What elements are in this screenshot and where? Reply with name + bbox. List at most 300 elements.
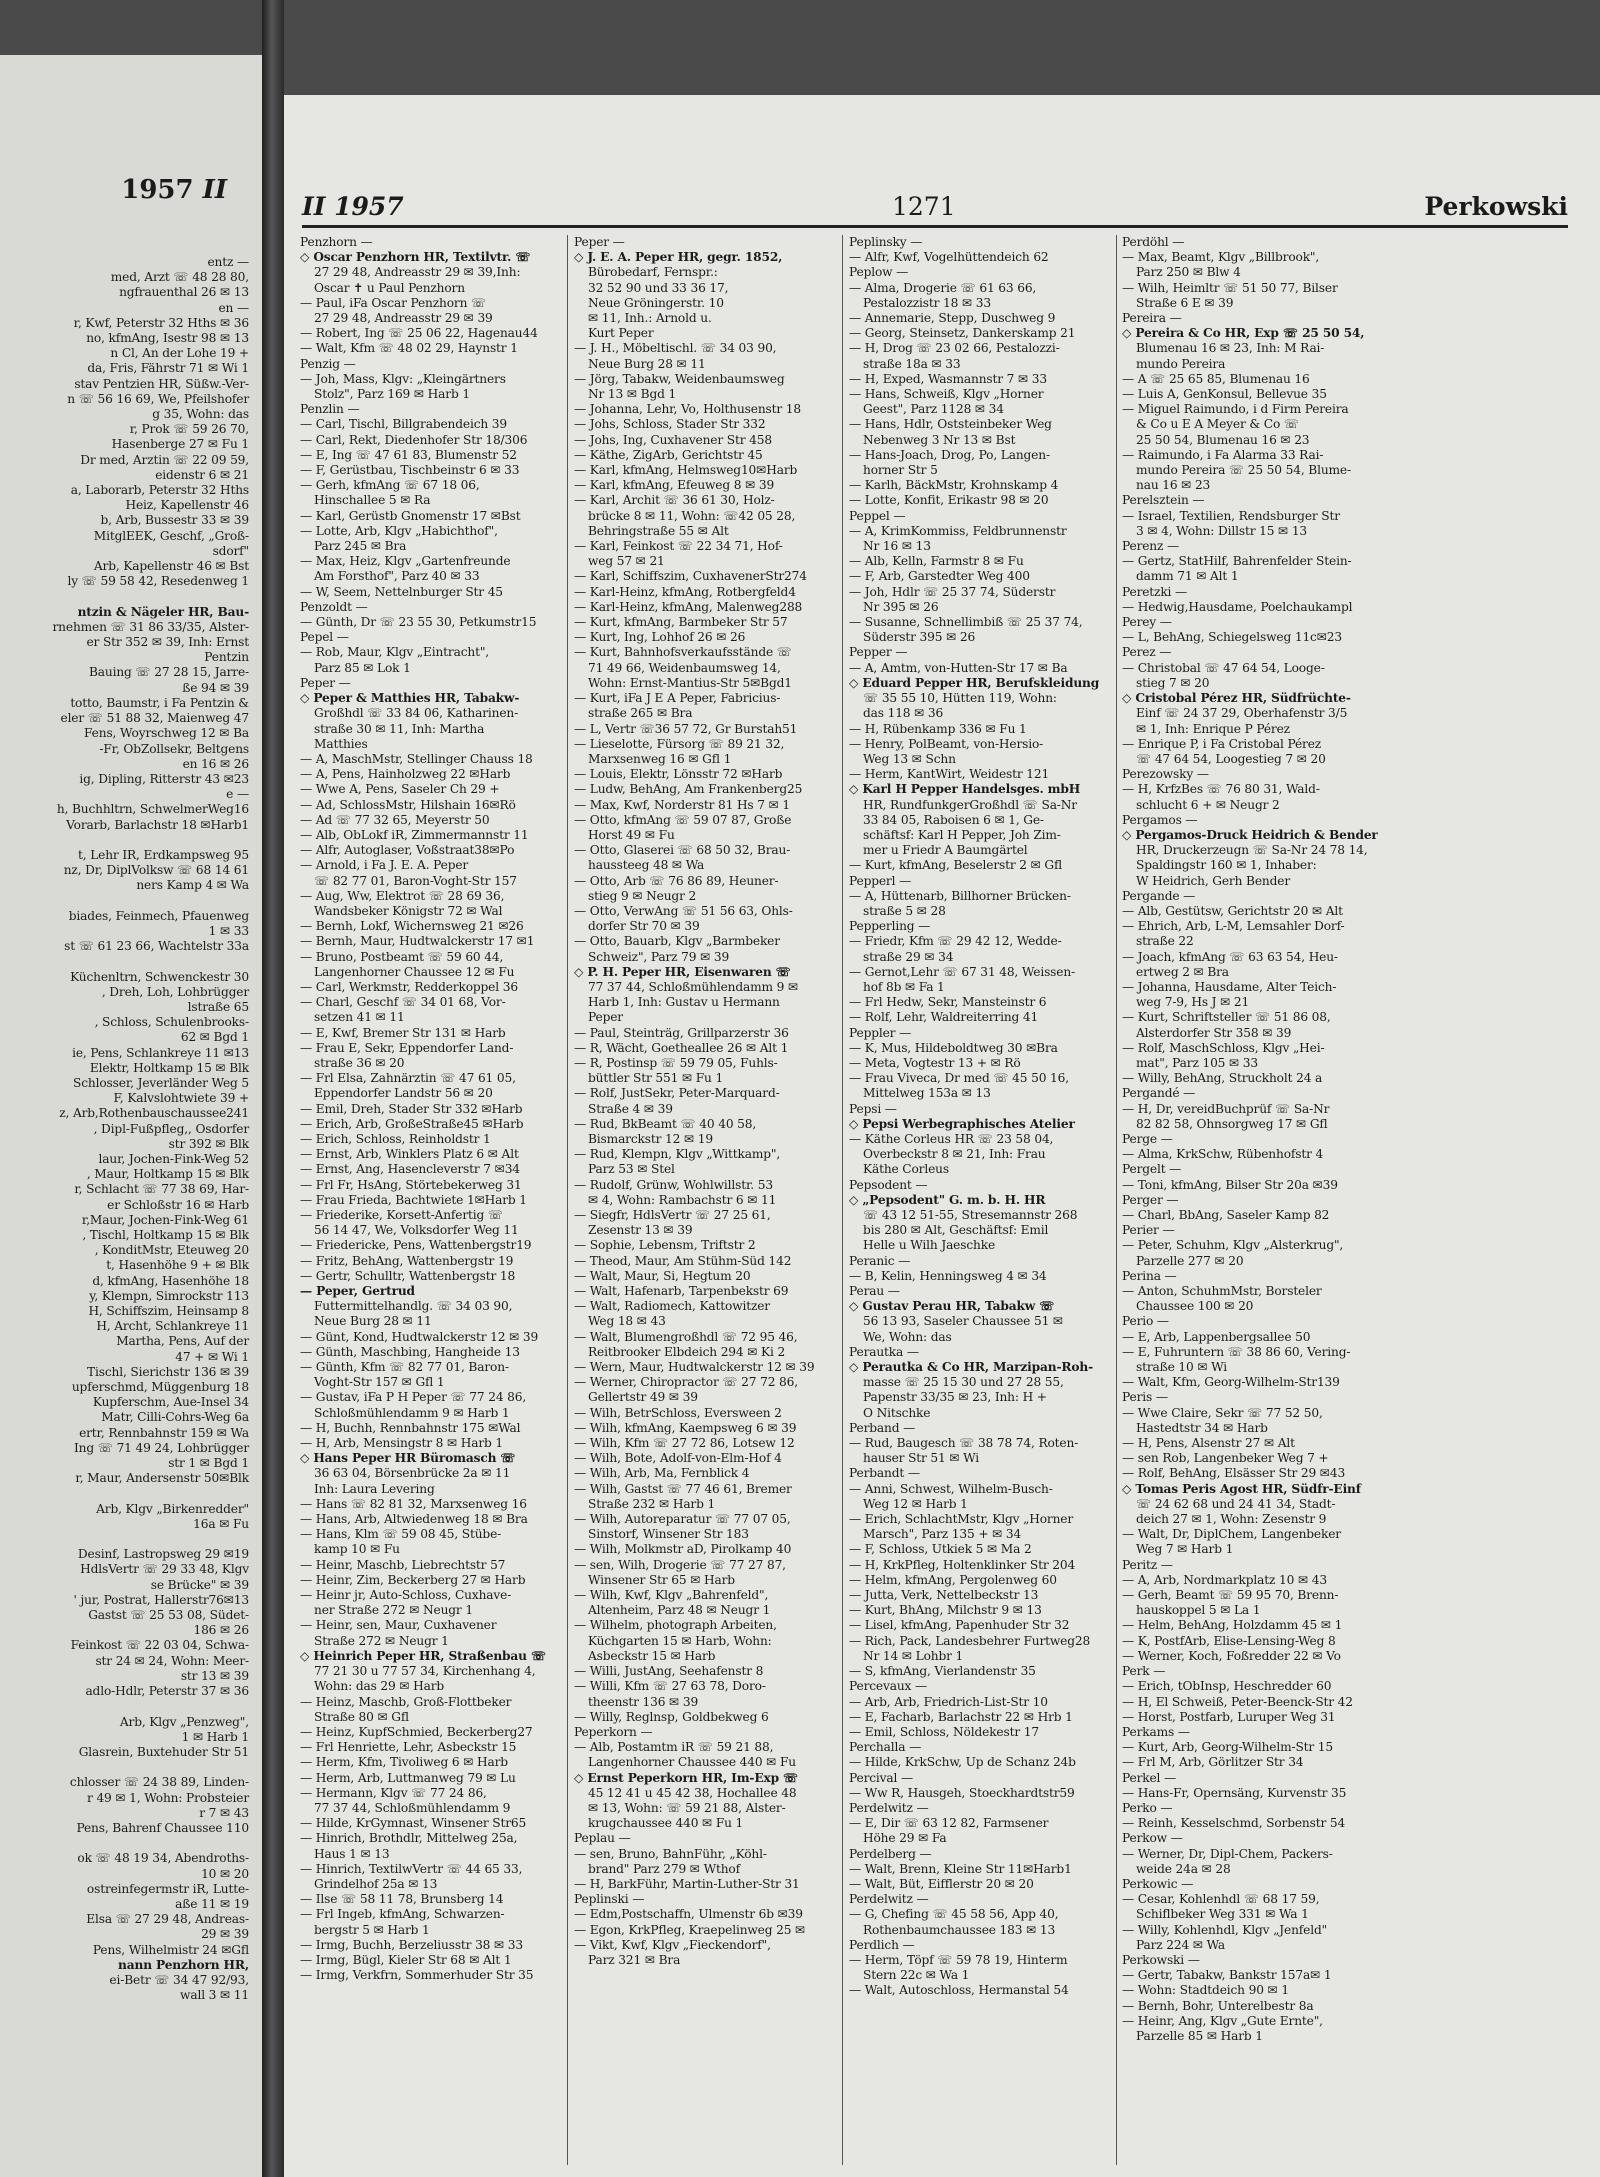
directory-entry-line: — Joh, Mass, Klgv: „Kleingärtners [300, 371, 506, 386]
directory-entry-line: Peper — [574, 235, 625, 249]
directory-entry-line: mundo Pereira [1136, 356, 1226, 371]
directory-entry-line: — Wilh, Heimltr ☏ 51 50 77, Bilser [1122, 280, 1338, 295]
directory-entry-line: Perger — [1122, 1192, 1179, 1207]
directory-entry-line: ◇ Karl H Pepper Handelsges. mbH [849, 782, 1081, 797]
directory-entry-line: 77 21 30 u 77 57 34, Kirchenhang 4, [314, 1664, 536, 1679]
directory-entry-line: 32 52 90 und 33 36 17, [588, 280, 729, 295]
directory-entry-line: — Werner, Dr, Dipl-Chem, Packers- [1122, 1846, 1333, 1861]
directory-entry-line: Pepel — [300, 630, 349, 645]
directory-entry-line: Overbeckstr 8 ✉ 21, Inh: Frau [863, 1147, 1046, 1162]
directory-entry-line: — Lotte, Arb, Klgv „Habichthof", [300, 523, 498, 538]
directory-entry-line: — H, KrkPfleg, Holtenklinker Str 204 [849, 1557, 1076, 1572]
directory-entry-line: ners Kamp 4 ✉ Wa [136, 878, 249, 893]
directory-entry-line: — Henry, PolBeamt, von-Hersio- [849, 736, 1044, 751]
directory-entry-line: Am Forsthof", Parz 40 ✉ 33 [314, 569, 480, 584]
directory-entry-line: Küchgarten 15 ✉ Harb, Wohn: [588, 1633, 772, 1648]
directory-entry-line: weg 57 ✉ 21 [588, 554, 665, 569]
directory-entry-line: straße 5 ✉ 28 [863, 903, 946, 918]
directory-entry-line: Haus 1 ✉ 13 [314, 1846, 390, 1861]
directory-entry-line: str 392 ✉ Blk [168, 1136, 249, 1151]
directory-entry-line: Käthe Corleus [863, 1162, 949, 1177]
directory-entry-line: dorfer Str 70 ✉ 39 [588, 919, 700, 934]
directory-entry-line: MitglEEK, Geschf, „Groß- [93, 528, 249, 543]
directory-entry-line: ly ☏ 59 58 42, Resedenweg 1 [67, 574, 249, 589]
directory-entry-line: ☏ 35 55 10, Hütten 119, Wohn: [863, 691, 1057, 706]
directory-entry-line: — Walt, Autoschloss, Hermanstal 54 [849, 1983, 1069, 1998]
directory-entry-line: eler ☏ 51 88 32, Maienweg 47 [60, 711, 249, 726]
directory-entry-line: — Irmg, Verkfrn, Sommerhuder Str 35 [300, 1968, 534, 1983]
directory-entry-line: — Frau E, Sekr, Eppendorfer Land- [300, 1040, 514, 1055]
directory-entry-line: Altenheim, Parz 48 ✉ Neugr 1 [588, 1603, 771, 1618]
directory-entry-line: — Alb, Kelln, Farmstr 8 ✉ Fu [849, 554, 1024, 569]
directory-entry-line: — Rolf, JustSekr, Peter-Marquard- [574, 1086, 780, 1101]
directory-entry-line: mundo Pereira ☏ 25 50 54, Blume- [1136, 463, 1351, 478]
directory-entry-line: Hastedtstr 34 ✉ Harb [1136, 1420, 1268, 1435]
directory-entry-line: — A, Hüttenarb, Billhorner Brücken- [849, 888, 1071, 903]
directory-entry-line: masse ☏ 25 15 30 und 27 28 55, [863, 1375, 1064, 1390]
directory-entry-line: — Gertz, StatHilf, Bahrenfelder Stein- [1122, 554, 1352, 569]
directory-entry-line: — A, Amtm, von-Hutten-Str 17 ✉ Ba [849, 660, 1068, 675]
directory-entry-line: ◇ Gustav Perau HR, Tabakw ☏ [849, 1299, 1055, 1314]
directory-entry-line: ☏ 24 62 68 und 24 41 34, Stadt- [1136, 1496, 1336, 1511]
directory-entry-line: Straße 80 ✉ Gfl [314, 1709, 409, 1724]
directory-entry-line: — Werner, Chiropractor ☏ 27 72 86, [574, 1375, 798, 1390]
header-keyword: Perkowski [1424, 192, 1568, 221]
directory-entry-line: Inh: Laura Levering [314, 1481, 435, 1496]
directory-entry-line: straße 30 ✉ 11, Inh: Martha [314, 721, 485, 736]
directory-entry-line: — Carl, Tischl, Billgrabendeich 39 [300, 417, 508, 432]
directory-entry-line: Glasrein, Buxtehuder Str 51 [78, 1744, 249, 1759]
directory-entry-line: — Käthe, ZigArb, Gerichtstr 45 [574, 447, 763, 462]
directory-entry-line: Parz 321 ✉ Bra [588, 1952, 681, 1967]
directory-entry-line: Parz 224 ✉ Wa [1136, 1937, 1226, 1952]
directory-entry-line: nau 16 ✉ 23 [1136, 478, 1211, 493]
directory-entry-line: — E, Fuhruntern ☏ 38 86 60, Vering- [1122, 1344, 1351, 1359]
directory-entry-line: — Wilh, Arb, Ma, Fernblick 4 [574, 1466, 750, 1481]
directory-entry-line: — Willi, Kfm ☏ 27 63 78, Doro- [574, 1679, 766, 1694]
directory-entry-line: bergstr 5 ✉ Harb 1 [314, 1922, 430, 1937]
book-gutter [262, 0, 284, 2177]
directory-entry-line: bis 280 ✉ Alt, Geschäftsf: Emil [863, 1223, 1049, 1238]
directory-entry-line [0, 954, 255, 969]
directory-entry-line: Winsener Str 65 ✉ Harb [588, 1572, 735, 1587]
directory-entry-line: — Gertr, Tabakw, Bankstr 157a✉ 1 [1122, 1968, 1332, 1983]
column-divider [842, 235, 843, 2165]
directory-entry-line: — Sophie, Lebensm, Triftstr 2 [574, 1238, 756, 1253]
directory-entry-line: — Annemarie, Stepp, Duschweg 9 [849, 311, 1056, 326]
directory-entry-line: Schlosser, Jeverländer Weg 5 [73, 1075, 249, 1090]
directory-entry-line: — Gernot,Lehr ☏ 67 31 48, Weissen- [849, 964, 1076, 979]
directory-entry-line: — Heinr, Zim, Beckerberg 27 ✉ Harb [300, 1572, 526, 1587]
directory-entry-line [0, 833, 255, 848]
directory-entry-line: Perko — [1122, 1800, 1173, 1815]
directory-entry-line: ◇ Peper & Matthies HR, Tabakw- [300, 691, 520, 706]
directory-entry-line: 1 ✉ 33 [208, 923, 249, 938]
directory-entry-line: — Hans-Fr, Opernsäng, Kurvenstr 35 [1122, 1785, 1347, 1800]
directory-entry-line: Perezowsky — [1122, 767, 1209, 782]
directory-entry-line: — Wilh, Molkmstr aD, Pirolkamp 40 [574, 1542, 792, 1557]
directory-entry-line: — Max, Beamt, Klgv „Billbrook", [1122, 250, 1320, 265]
directory-entry-line: — Frl Ingeb, kfmAng, Schwarzen- [300, 1907, 505, 1922]
directory-entry-line: — Ww R, Hausgeh, Stoeckhardtstr59 [849, 1785, 1075, 1800]
directory-entry-line: Penzhorn — [300, 235, 373, 249]
directory-entry-line: Blumenau 16 ✉ 23, Inh: M Rai- [1136, 341, 1325, 356]
directory-entry-line: — Friedr, Kfm ☏ 29 42 12, Wedde- [849, 934, 1062, 949]
directory-entry-line: ☏ 82 77 01, Baron-Voght-Str 157 [314, 873, 517, 888]
directory-entry-line: str 13 ✉ 39 [180, 1668, 249, 1683]
directory-entry-line: Parz 245 ✉ Bra [314, 539, 407, 554]
directory-entry-line: Arb, Kapellenstr 46 ✉ Bst [93, 559, 249, 574]
directory-entry-line: Straße 6 E ✉ 39 [1136, 295, 1234, 310]
directory-entry-line: — K, PostfArb, Elise-Lensing-Weg 8 [1122, 1633, 1336, 1648]
directory-entry-line: — Max, Heiz, Klgv „Gartenfreunde [300, 554, 511, 569]
directory-entry-line: — L, BehAng, Schiegelsweg 11c✉23 [1122, 630, 1342, 645]
right-page [284, 95, 1600, 2177]
directory-entry-line: — Bernh, Maur, Hudtwalckerstr 17 ✉1 [300, 934, 535, 949]
directory-entry-line: ◇ Pergamos-Druck Heidrich & Bender [1122, 827, 1378, 842]
directory-entry-line: — Willi, JustAng, Seehafenstr 8 [574, 1664, 764, 1679]
directory-entry-line: — Karl, Gerüstb Gnomenstr 17 ✉Bst [300, 508, 521, 523]
directory-entry-line: Perband — [849, 1420, 916, 1435]
directory-entry-line: Weg 18 ✉ 43 [588, 1314, 666, 1329]
directory-entry-line: — Erich, tObInsp, Heschredder 60 [1122, 1679, 1332, 1694]
directory-entry-line: da, Fris, Fährstr 71 ✉ Wi 1 [87, 361, 249, 376]
directory-entry-line: — S, kfmAng, Vierlandenstr 35 [849, 1664, 1036, 1679]
directory-entry-line: — Walt, Büt, Eifflerstr 20 ✉ 20 [849, 1876, 1034, 1891]
directory-entry-line: straße 36 ✉ 20 [314, 1055, 405, 1070]
directory-entry-line: — Rolf, Lehr, Waldreiterring 41 [849, 1010, 1039, 1025]
directory-entry-line: Schweiz", Parz 79 ✉ 39 [588, 949, 730, 964]
directory-entry-line: — A, Pens, Hainholzweg 22 ✉Harb [300, 767, 511, 782]
directory-entry-line: — Herm, Kfm, Tivoliweg 6 ✉ Harb [300, 1755, 508, 1770]
directory-entry-line: — Otto, VerwAng ☏ 51 56 63, Ohls- [574, 903, 793, 918]
directory-entry-line: W Heidrich, Gerh Bender [1136, 873, 1290, 888]
directory-entry-line: Weg 12 ✉ Harb 1 [863, 1496, 968, 1511]
directory-entry-line: Peper — [300, 675, 351, 690]
directory-entry-line: — Rob, Maur, Klgv „Eintracht", [300, 645, 490, 660]
directory-entry-line: — Irmg, Buchh, Berzeliusstr 38 ✉ 33 [300, 1937, 523, 1952]
directory-entry-line: Spaldingstr 160 ✉ 1, Inhaber: [1136, 858, 1317, 873]
directory-entry-line: ✉ 13, Wohn: ☏ 59 21 88, Alster- [588, 1800, 786, 1815]
directory-entry-line: Peplinsky — [849, 235, 923, 249]
directory-entry-line: brand" Parz 279 ✉ Wthof [588, 1861, 740, 1876]
directory-entry-line: — Theod, Maur, Am Stühm-Süd 142 [574, 1253, 792, 1268]
directory-entry-line: g 35, Wohn: das [152, 407, 249, 422]
directory-entry-line: — Walt, Kfm ☏ 48 02 29, Haynstr 1 [300, 341, 518, 356]
directory-entry-line: — Rolf, BehAng, Elsässer Str 29 ✉43 [1122, 1466, 1346, 1481]
directory-entry-line: — sen Rob, Langenbeker Weg 7 + [1122, 1451, 1329, 1466]
directory-entry-line: — Arb, Arb, Friedrich-List-Str 10 [849, 1694, 1048, 1709]
directory-entry-line: Perdelwitz — [849, 1892, 929, 1907]
directory-entry-line: Elsa ☏ 27 29 48, Andreas- [86, 1912, 249, 1927]
directory-entry-line: Horst 49 ✉ Fu [588, 827, 675, 842]
directory-entry-line: — Walt, Radiomech, Kattowitzer [574, 1299, 770, 1314]
directory-entry-line: — Erich, Schloss, Reinholdstr 1 [300, 1131, 491, 1146]
directory-entry-line: ok ☏ 48 19 34, Abendroths- [77, 1851, 249, 1866]
directory-entry-line: — K, Mus, Hildeboldtweg 30 ✉Bra [849, 1040, 1058, 1055]
directory-entry-line: — Frl Henriette, Lehr, Asbeckstr 15 [300, 1740, 517, 1755]
directory-entry-line: Pepperl — [849, 873, 912, 888]
directory-entry-line: Desinf, Lastropsweg 29 ✉19 [77, 1547, 249, 1562]
directory-entry-line: — Charl, BbAng, Saseler Kamp 82 [1122, 1208, 1330, 1222]
directory-entry-line: — H, Exped, Wasmannstr 7 ✉ 33 [849, 371, 1048, 386]
directory-entry-line: Percival — [849, 1770, 914, 1785]
directory-entry-line: wall 3 ✉ 11 [180, 1988, 249, 2003]
directory-entry-line: 45 12 41 u 45 42 38, Hochallee 48 [588, 1785, 797, 1800]
directory-entry-line: — Hinrich, Brothdlr, Mittelweg 25a, [300, 1831, 518, 1846]
directory-column-1 [300, 235, 562, 1983]
directory-entry-line: — Heinr jr, Auto-Schloss, Cuxhave- [300, 1588, 512, 1603]
directory-entry-line: — Bernh, Lokf, Wichernsweg 21 ✉26 [300, 919, 524, 934]
directory-entry-line: — sen, Bruno, BahnFühr, „Köhl- [574, 1846, 767, 1861]
directory-entry-line: Parz 250 ✉ Blw 4 [1136, 265, 1241, 280]
directory-entry-line: straße 18a ✉ 33 [863, 356, 961, 371]
directory-entry-line: — Peter, Schuhm, Klgv „Alsterkrug", [1122, 1238, 1344, 1253]
directory-entry-line: — Johanna, Lehr, Vo, Holthusenstr 18 [574, 402, 802, 417]
directory-entry-line: — Günth, Dr ☏ 23 55 30, Petkumstr15 [300, 615, 537, 630]
directory-entry-line: biades, Feinmech, Pfauenweg [68, 908, 249, 923]
directory-entry-line: haussteeg 48 ✉ Wa [588, 858, 705, 873]
directory-entry-line: — Bernh, Bohr, Unterelbestr 8a [1122, 1998, 1314, 2013]
directory-entry-line: ' jur, Postrat, Hallerstr76✉13 [73, 1592, 249, 1607]
directory-entry-line: — Alb, ObLokf iR, Zimmermannstr 11 [300, 827, 529, 842]
directory-entry-line: büttler Str 551 ✉ Fu 1 [588, 1071, 724, 1086]
directory-entry-line: — Hans ☏ 82 81 32, Marxsenweg 16 [300, 1496, 527, 1511]
directory-entry-line: upferschmd, Müggenburg 18 [71, 1380, 249, 1395]
directory-entry-line: — Wilh, kfmAng, Kaempsweg 6 ✉ 39 [574, 1420, 797, 1435]
directory-entry-line: straße 29 ✉ 34 [863, 949, 954, 964]
directory-entry-line: Pens, Wilhelmistr 24 ✉Gfl [92, 1942, 249, 1957]
directory-entry-line: — Otto, Bauarb, Klgv „Barmbeker [574, 934, 780, 949]
directory-entry-line: — Anni, Schwest, Wilhelm-Busch- [849, 1481, 1053, 1496]
directory-entry-line: — Wilh, Kwf, Klgv „Bahrenfeld", [574, 1588, 769, 1603]
directory-entry-line: r, Prok ☏ 59 26 70, [129, 422, 249, 437]
directory-entry-line: 27 29 48, Andreasstr 29 ✉ 39,Inh: [314, 265, 521, 280]
directory-entry-line: , Dipl-Fußpfleg,, Osdorfer [93, 1121, 249, 1136]
directory-entry-line: — Rud, Baugesch ☏ 38 78 74, Roten- [849, 1436, 1079, 1451]
directory-entry-line: — Anton, SchuhmMstr, Borsteler [1122, 1284, 1322, 1299]
directory-entry-line: eidenstr 6 ✉ 21 [155, 467, 249, 482]
directory-entry-line: Stern 22c ✉ Wa 1 [863, 1968, 970, 1983]
directory-entry-line: Tischl, Sierichstr 136 ✉ 39 [87, 1364, 249, 1379]
directory-entry-line: weg 7-9, Hs J ✉ 21 [1136, 995, 1250, 1010]
directory-entry-line: 29 ✉ 39 [201, 1927, 249, 1942]
directory-entry-line: Dr med, Arztin ☏ 22 09 59, [80, 452, 249, 467]
directory-entry-line: Martha, Pens, Auf der [116, 1334, 249, 1349]
directory-entry-line: krugchaussee 440 ✉ Fu 1 [588, 1816, 744, 1831]
directory-entry-line: hauser Str 51 ✉ Wi [863, 1451, 980, 1466]
directory-entry-line: — Heinz, KupfSchmied, Beckerberg27 [300, 1724, 533, 1739]
directory-entry-line: — Herm, Arb, Luttmanweg 79 ✉ Lu [300, 1770, 516, 1785]
directory-entry-line: — Frl Fr, HsAng, Störtebekerweg 31 [300, 1177, 522, 1192]
directory-entry-line: Langenhorner Chaussee 12 ✉ Fu [314, 964, 515, 979]
directory-entry-line: ig, Dipling, Ritterstr 43 ✉23 [79, 771, 249, 786]
directory-entry-line: — Charl, Geschf ☏ 34 01 68, Vor- [300, 995, 506, 1010]
directory-entry-line [0, 894, 255, 909]
directory-entry-line: HdlsVertr ☏ 29 33 48, Klgv [80, 1562, 249, 1577]
directory-entry-line: Neue Burg 28 ✉ 11 [314, 1314, 432, 1329]
directory-entry-line: — F, Gerüstbau, Tischbeinstr 6 ✉ 33 [300, 463, 520, 478]
directory-entry-line: Voght-Str 157 ✉ Gfl 1 [314, 1375, 445, 1390]
directory-entry-line: — Wilh, Autoreparatur ☏ 77 07 05, [574, 1512, 791, 1527]
directory-entry-line: — Hinrich, TextilwVertr ☏ 44 65 33, [300, 1861, 523, 1876]
directory-entry-line: — Edm,Postschaffn, Ulmenstr 6b ✉39 [574, 1907, 803, 1922]
directory-entry-line: 77 37 44, Schloßmühlendamm 9 ✉ [588, 979, 799, 994]
directory-entry-line: — Heinr, sen, Maur, Cuxhavener [300, 1618, 497, 1633]
directory-entry-line: nann Penzhorn HR, [118, 1957, 249, 1972]
directory-entry-line: Peperkorn — [574, 1724, 653, 1739]
directory-entry-line: Perchalla — [849, 1740, 922, 1755]
left-page [0, 55, 262, 2177]
directory-entry-line: & Co u E A Meyer & Co ☏ [1136, 417, 1299, 432]
directory-entry-line: — Hans, Schweiß, Klgv „Horner [849, 387, 1044, 402]
directory-entry-line: Matthies [314, 736, 368, 751]
directory-entry-line: theenstr 136 ✉ 39 [588, 1694, 699, 1709]
directory-entry-line: Vorarb, Barlachstr 18 ✉Harb1 [66, 817, 249, 832]
directory-entry-line: Pepsi — [849, 1101, 897, 1116]
directory-entry-line: stieg 9 ✉ Neugr 2 [588, 888, 697, 903]
directory-entry-line: deich 27 ✉ 1, Wohn: Zesenstr 9 [1136, 1512, 1327, 1527]
directory-entry-line: ◇ Tomas Peris Agost HR, Südfr-Einf [1122, 1481, 1361, 1496]
directory-entry-line: Perbandt — [849, 1466, 920, 1481]
page-header [302, 187, 1568, 228]
directory-entry-line: nz, Dr, DiplVolksw ☏ 68 14 61 [63, 863, 249, 878]
directory-entry-line: 186 ✉ 26 [193, 1623, 249, 1638]
directory-entry-line: ostreinfegermstr iR, Lutte- [86, 1881, 249, 1896]
directory-entry-line: — Rich, Pack, Landesbehrer Furtweg28 [849, 1633, 1091, 1648]
directory-entry-line: Peppler — [849, 1025, 912, 1040]
directory-entry-line: — Alma, KrkSchw, Rübenhofstr 4 [1122, 1147, 1324, 1162]
directory-entry-line: e — [226, 787, 249, 802]
directory-entry-line: Wohn: Ernst-Mantius-Str 5✉Bgd1 [588, 675, 792, 690]
directory-entry-line: — H, El Schweiß, Peter-Beenck-Str 42 [1122, 1694, 1353, 1709]
directory-entry-line: — Gerh, kfmAng ☏ 67 18 06, [300, 478, 480, 493]
directory-entry-line: Arb, Klgv „Birkenredder" [96, 1501, 249, 1516]
directory-entry-line: med, Arzt ☏ 48 28 80, [110, 270, 249, 285]
directory-column-4 [1122, 235, 1384, 2044]
directory-entry-line: H, Archt, Schlankreye 11 [96, 1319, 249, 1334]
directory-entry-line: Perez — [1122, 645, 1172, 660]
directory-entry-line: Peris — [1122, 1390, 1168, 1405]
directory-entry-line: weide 24a ✉ 28 [1136, 1861, 1231, 1876]
directory-entry-line: t, Hasenhöhe 9 + ✉ Blk [106, 1258, 249, 1273]
directory-entry-line: str 24 ✉ 24, Wohn: Meer- [95, 1653, 249, 1668]
directory-entry-line: — Max, Kwf, Norderstr 81 Hs 7 ✉ 1 [574, 797, 790, 812]
directory-entry-line: , Schloss, Schulenbrooks- [94, 1015, 249, 1030]
directory-entry-line: ei-Betr ☏ 34 47 92/93, [109, 1972, 249, 1987]
directory-entry-line: ☏ 47 64 54, Loogestieg 7 ✉ 20 [1136, 751, 1326, 766]
directory-entry-line: — Werner, Koch, Foßredder 22 ✉ Vo [1122, 1648, 1341, 1663]
directory-entry-line: Rothenbaumchaussee 183 ✉ 13 [863, 1922, 1056, 1937]
directory-entry-line: — Helm, BehAng, Holzdamm 45 ✉ 1 [1122, 1618, 1343, 1633]
directory-entry-line: — Reinh, Kesselschmd, Sorbenstr 54 [1122, 1816, 1346, 1831]
directory-entry-line: — Erich, Arb, GroßeStraße45 ✉Harb [300, 1116, 524, 1131]
directory-entry-line: Matr, Cilli-Cohrs-Weg 6a [101, 1410, 249, 1425]
directory-entry-line: — A, MaschMstr, Stellinger Chauss 18 [300, 751, 533, 766]
directory-entry-line: Perk — [1122, 1664, 1166, 1679]
directory-entry-line: Hasenberge 27 ✉ Fu 1 [111, 437, 249, 452]
directory-entry-line: h, Buchhltrn, SchwelmerWeg16 [56, 802, 249, 817]
directory-entry-line: — R, Wächt, Goetheallee 26 ✉ Alt 1 [574, 1040, 789, 1055]
column-divider [1116, 235, 1117, 2165]
directory-entry-line: — Otto, Arb ☏ 76 86 89, Heuner- [574, 873, 779, 888]
directory-entry-line: — Emil, Schloss, Nöldekestr 17 [849, 1724, 1039, 1739]
directory-entry-line: hauskoppel 5 ✉ La 1 [1136, 1603, 1261, 1618]
directory-entry-line: Nr 13 ✉ Bgd 1 [588, 387, 677, 402]
directory-entry-line: Perkel — [1122, 1770, 1177, 1785]
directory-entry-line: — Frau Viveca, Dr med ☏ 45 50 16, [849, 1071, 1069, 1086]
directory-entry-line: Futtermittelhandlg. ☏ 34 03 90, [314, 1299, 513, 1314]
directory-entry-line: — Vikt, Kwf, Klgv „Fieckendorf", [574, 1937, 771, 1952]
directory-entry-line: Reitbrooker Elbdeich 294 ✉ Ki 2 [588, 1344, 786, 1359]
directory-entry-line: straße 265 ✉ Bra [588, 706, 693, 721]
directory-entry-line: — Walt, Kfm, Georg-Wilhelm-Str139 [1122, 1375, 1340, 1390]
directory-entry-line: — Karl, Archit ☏ 36 61 30, Holz- [574, 493, 775, 508]
directory-entry-line: Hinschallee 5 ✉ Ra [314, 493, 431, 508]
directory-entry-line: — Frau Frieda, Bachtwiete 1✉Harb 1 [300, 1192, 527, 1207]
directory-entry-line: — Karl, Schiffszim, CuxhavenerStr274 [574, 569, 807, 584]
directory-entry-line: — Lieselotte, Fürsorg ☏ 89 21 32, [574, 736, 785, 751]
directory-entry-line: rnehmen ☏ 31 86 33/35, Alster- [52, 619, 249, 634]
directory-entry-line: st ☏ 61 23 66, Wachtelstr 33a [64, 939, 249, 954]
directory-entry-line: 47 + ✉ Wi 1 [175, 1349, 249, 1364]
directory-entry-line: Arb, Klgv „Penzweg", [119, 1714, 249, 1729]
directory-entry-line: — Carl, Rekt, Diedenhofer Str 18/306 [300, 432, 528, 447]
directory-entry-line: Bismarckstr 12 ✉ 19 [588, 1131, 713, 1146]
directory-entry-line: b, Arb, Bussestr 33 ✉ 39 [100, 513, 249, 528]
directory-entry-line: Perau — [849, 1284, 900, 1299]
directory-entry-line: — Wwe Claire, Sekr ☏ 77 52 50, [1122, 1405, 1323, 1420]
directory-entry-line: — Karl, kfmAng, Efeuweg 8 ✉ 39 [574, 478, 775, 493]
directory-entry-line: Pestalozzistr 18 ✉ 33 [863, 295, 991, 310]
directory-entry-line: Bürobedarf, Fernspr.: [588, 265, 718, 280]
directory-entry-line: — Arnold, i Fa J. E. A. Peper [300, 858, 469, 873]
directory-entry-line: HR, Druckerzeugn ☏ Sa-Nr 24 78 14, [1136, 843, 1368, 858]
directory-entry-line: Schiflbeker Weg 331 ✉ Wa 1 [1136, 1907, 1309, 1922]
directory-entry-line: Peretzki — [1122, 584, 1188, 599]
directory-entry-line: — Hans, Hdlr, Oststeinbeker Weg [849, 417, 1052, 432]
directory-entry-line: 27 29 48, Andreasstr 29 ✉ 39 [314, 311, 493, 326]
directory-entry-line: Straße 272 ✉ Neugr 1 [314, 1633, 449, 1648]
directory-entry-line: Perio — [1122, 1314, 1169, 1329]
directory-entry-line: — Meta, Vogtestr 13 + ✉ Rö [849, 1055, 1021, 1070]
directory-entry-line: en 16 ✉ 26 [182, 756, 249, 771]
directory-entry-line: Pergandé — [1122, 1086, 1196, 1101]
directory-entry-line: — Karl, Feinkost ☏ 22 34 71, Hof- [574, 539, 783, 554]
directory-entry-line: r, Maur, Andersenstr 50✉Blk [75, 1471, 249, 1486]
directory-entry-line: ✉ 1, Inh: Enrique P Pérez [1136, 721, 1290, 736]
left-page-header [121, 175, 227, 205]
directory-entry-line [0, 1532, 255, 1547]
directory-entry-line: — E, Dir ☏ 63 12 82, Farmsener [849, 1816, 1049, 1831]
directory-entry-line: — Karlh, BäckMstr, Krohnskamp 4 [849, 478, 1059, 493]
directory-entry-line: — Kurt, Arb, Georg-Wilhelm-Str 15 [1122, 1740, 1334, 1755]
directory-entry-line: Chaussee 100 ✉ 20 [1136, 1299, 1254, 1314]
directory-entry-line: Nr 16 ✉ 13 [863, 539, 931, 554]
directory-entry-line: We, Wohn: das [863, 1329, 952, 1344]
directory-entry-line: Parzelle 277 ✉ 20 [1136, 1253, 1244, 1268]
directory-entry-line: — Lotte, Konfit, Erikastr 98 ✉ 20 [849, 493, 1049, 508]
directory-entry-line: — Frl M, Arb, Görlitzer Str 34 [1122, 1755, 1304, 1770]
directory-entry-line: — E, Kwf, Bremer Str 131 ✉ Harb [300, 1025, 506, 1040]
directory-entry-line: — L, Vertr ☏36 57 72, Gr Burstah51 [574, 721, 798, 736]
directory-entry-line: Neue Gröningerstr. 10 [588, 295, 724, 310]
directory-entry-line: ✉ 4, Wohn: Rambachstr 6 ✉ 11 [588, 1192, 777, 1207]
directory-entry-line: — A ☏ 25 65 85, Blumenau 16 [1122, 371, 1310, 386]
directory-entry-line: straße 22 [1136, 934, 1194, 949]
directory-entry-line: — Willy, Reglnsp, Goldbekweg 6 [574, 1709, 769, 1724]
directory-entry-line: , Dreh, Loh, Lohbrügger [101, 984, 249, 999]
